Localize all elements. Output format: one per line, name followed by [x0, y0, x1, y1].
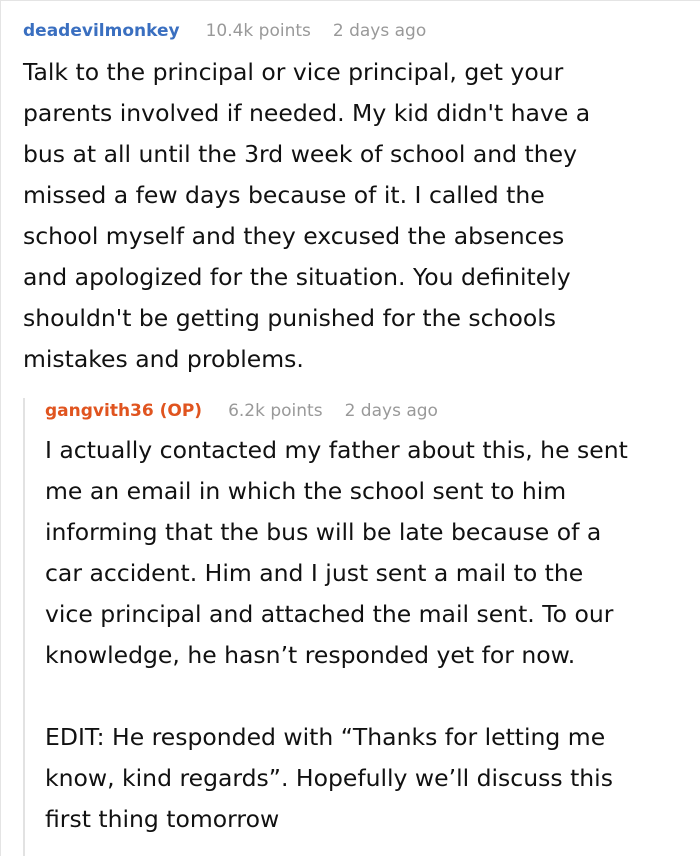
reply-points: 6.2k points	[228, 401, 323, 421]
comment-meta	[23, 18, 590, 44]
reply-meta	[45, 398, 700, 424]
reply-line: car accident. Him and I just sent a mail to the	[45, 559, 584, 587]
comment-body	[23, 52, 590, 380]
comment-line: and apologized for the situation. You definitely	[23, 263, 571, 291]
comment-username[interactable]: deadevilmonkey	[23, 21, 180, 41]
comment-line: shouldn't be getting punished for the schools	[23, 304, 556, 332]
comment-line: bus at all until the 3rd week of school and they	[23, 140, 577, 168]
reply-time: 2 days ago	[344, 401, 438, 421]
comment-line: Talk to the principal or vice principal, get your	[23, 58, 564, 86]
reply-line	[45, 676, 700, 717]
reply-line: vice principal and attached the mail sent. To our	[45, 600, 614, 628]
comment	[23, 18, 590, 380]
reply-line: I actually contacted my father about this, he sent	[45, 436, 628, 464]
reply-line: me an email in which the school sent to him	[45, 477, 567, 505]
reply-body	[45, 430, 700, 840]
reply-username[interactable]: gangvith36 (OP)	[45, 401, 203, 421]
comment-line: missed a few days because of it. I called the	[23, 181, 545, 209]
comment-line: mistakes and problems.	[23, 345, 304, 373]
comment-line: parents involved if needed. My kid didn't have a	[23, 99, 591, 127]
reply-line: EDIT: He responded with “Thanks for letting me	[45, 723, 606, 751]
reply-comment	[23, 398, 700, 856]
reply-line: knowledge, he hasn’t responded yet for now.	[45, 641, 576, 669]
comment-time: 2 days ago	[332, 21, 427, 41]
reply-line: first thing tomorrow	[45, 805, 280, 833]
comment-line: school myself and they excused the absences	[23, 222, 565, 250]
reply-line: informing that the bus will be late because of a	[45, 518, 602, 546]
comment-points: 10.4k points	[205, 21, 311, 41]
reply-line: know, kind regards”. Hopefully we’ll discuss this	[45, 764, 613, 792]
